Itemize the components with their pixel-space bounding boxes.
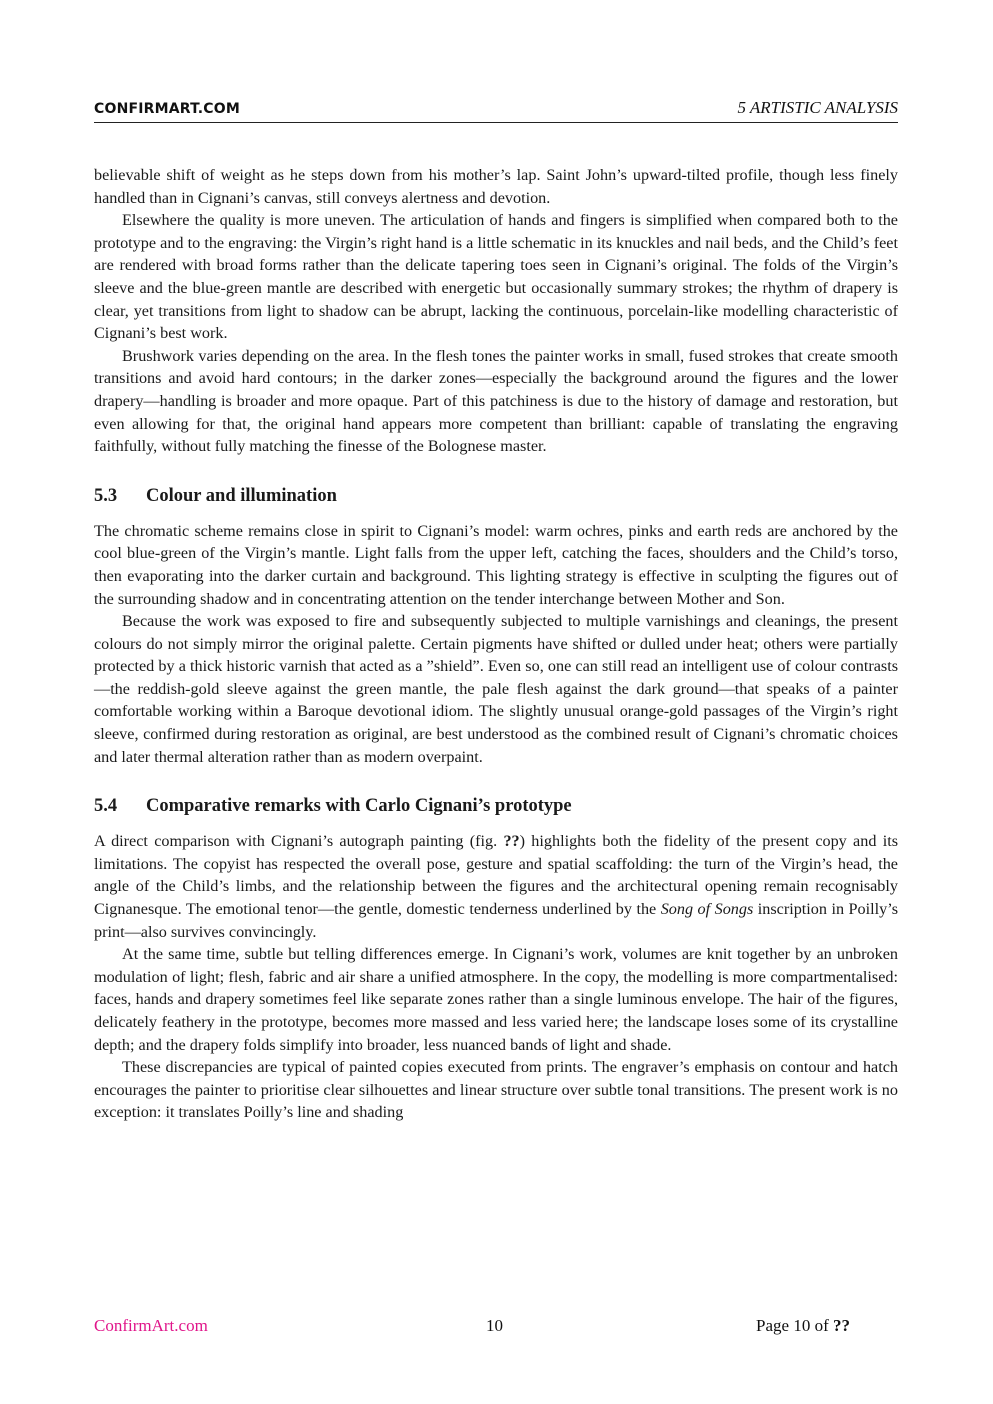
- paragraph: These discrepancies are typical of painted copies executed from prints. The engraver’s emphasis on contour and hatch encourages the painter to prioritise clear silhouettes and linear structure over subtle tonal transitions. The present work is no exception: it translates Poilly’s line and shading: [94, 1058, 898, 1122]
- page-number: 10: [486, 1316, 503, 1335]
- italic-title: Song of Songs: [660, 900, 754, 919]
- footer-site-link[interactable]: ConfirmArt.com: [94, 1316, 208, 1335]
- section-title: Comparative remarks with Carlo Cignani’s prototype: [146, 796, 572, 817]
- running-section-title: 5 ARTISTIC ANALYSIS: [737, 98, 898, 117]
- section-heading-5-3: [94, 484, 898, 508]
- paragraph: At the same time, subtle but telling differences emerge. In Cignani’s work, volumes are knit together by an unbroken modulation of light; flesh, fabric and air share a unified atmosphere. In the copy, the modelling is more compartmentalised: faces, hands and drapery sometimes feel like separate zones rather than a single luminous envelope. The hair of the figures, delicately feathery in the prototype, becomes more massed and less varied here; the landscape loses some of its crystalline depth; and the drapery folds simplify into broader, less nuanced bands of light and shade.: [94, 945, 898, 1054]
- paragraph: believable shift of weight as he steps down from his mother’s lap. Saint John’s upward-tilted profile, though less finely handled than in Cignani’s canvas, still conveys alertness and devotion.: [94, 166, 898, 207]
- paragraph: Elsewhere the quality is more uneven. The articulation of hands and fingers is simplified when compared both to the prototype and to the engraving: the Virgin’s right hand is a little schematic in its knuckles and nail beds, and the Child’s feet are rendered with broad forms rather than the delicate tapering toes seen in Cignani’s original. The folds of the Virgin’s sleeve and the blue-green mantle are described with energetic but occasionally summary strokes; the rhythm of drapery is clear, yet transitions from light to shadow can be abrupt, lacking the continuous, porcelain-like modelling characteristic of Cignani’s best work.: [94, 211, 898, 343]
- paragraph: Brushwork varies depending on the area. In the flesh tones the painter works in small, fused strokes that create smooth transitions and avoid hard contours; in the darker zones—especially the background around the figures and the lower drapery—handling is broader and more opaque. Part of this patchiness is due to the history of damage and restoration, but even allowing for that, the original hand appears more competent than brilliant: capable of translating the engraving faithfully, without fully matching the finesse of the Bolognese master.: [94, 346, 898, 456]
- section-heading-5-4: [94, 794, 898, 818]
- page-header: [94, 98, 898, 123]
- text-run: A direct comparison with Cignani’s autograph painting (fig.: [94, 832, 504, 851]
- section-title: Colour and illumination: [146, 485, 337, 506]
- text-run: ) highlights both the fidelity of the present copy and its limitations. The copyist has respected the overall pose, gesture and spatial scaffolding: the turn of the Virgin’s head, the angle of the Child’s limbs, and the relationship between the figures and the architectural opening remain recognisably Cignanesque. The emotional tenor—the gentle, domestic tenderness underlined by the: [94, 832, 899, 919]
- page-of-prefix: Page 10 of: [756, 1316, 833, 1335]
- page-footer: [94, 1316, 898, 1338]
- text-run: inscription in Poilly’s print—also survives convincingly.: [94, 900, 898, 941]
- paragraph: The chromatic scheme remains close in spirit to Cignani’s model: warm ochres, pinks and earth reds are anchored by the cool blue-green of the Virgin’s mantle. Light falls from the upper left, catching the faces, shoulders and the Child’s torso, then evaporating into the darker curtain and background. This lighting strategy is effective in sculpting the figures out of the surrounding shadow and in concentrating attention on the tender interchange between Mother and Son.: [94, 521, 898, 608]
- paragraph: [94, 830, 898, 943]
- section-number: 5.4: [94, 796, 118, 817]
- paragraph: Because the work was exposed to fire and subsequently subjected to multiple varnishings and cleanings, the present colours do not simply mirror the original palette. Certain pigments have shifted or dulled under heat; others were partially protected by a thick historic varnish that acted as a ”shield”. Even so, one can still read an intelligent use of colour contrasts—the reddish-gold sleeve against the green mantle, the pale flesh against the dark ground—that speaks of a painter comfortable working within a Baroque devotional idiom. The slightly unusual orange-gold passages of the Virgin’s right sleeve, confirmed during restoration as original, are best understood as the combined result of Cignani’s chromatic choices and later thermal alteration rather than as modern overpaint.: [94, 612, 898, 766]
- figure-reference[interactable]: ??: [503, 832, 520, 851]
- site-logo[interactable]: CONFIRMART.COM: [94, 101, 241, 117]
- page-total: ??: [833, 1316, 850, 1335]
- page-of-count: [756, 1316, 850, 1336]
- body-text: [94, 164, 898, 1124]
- section-number: 5.3: [94, 485, 118, 506]
